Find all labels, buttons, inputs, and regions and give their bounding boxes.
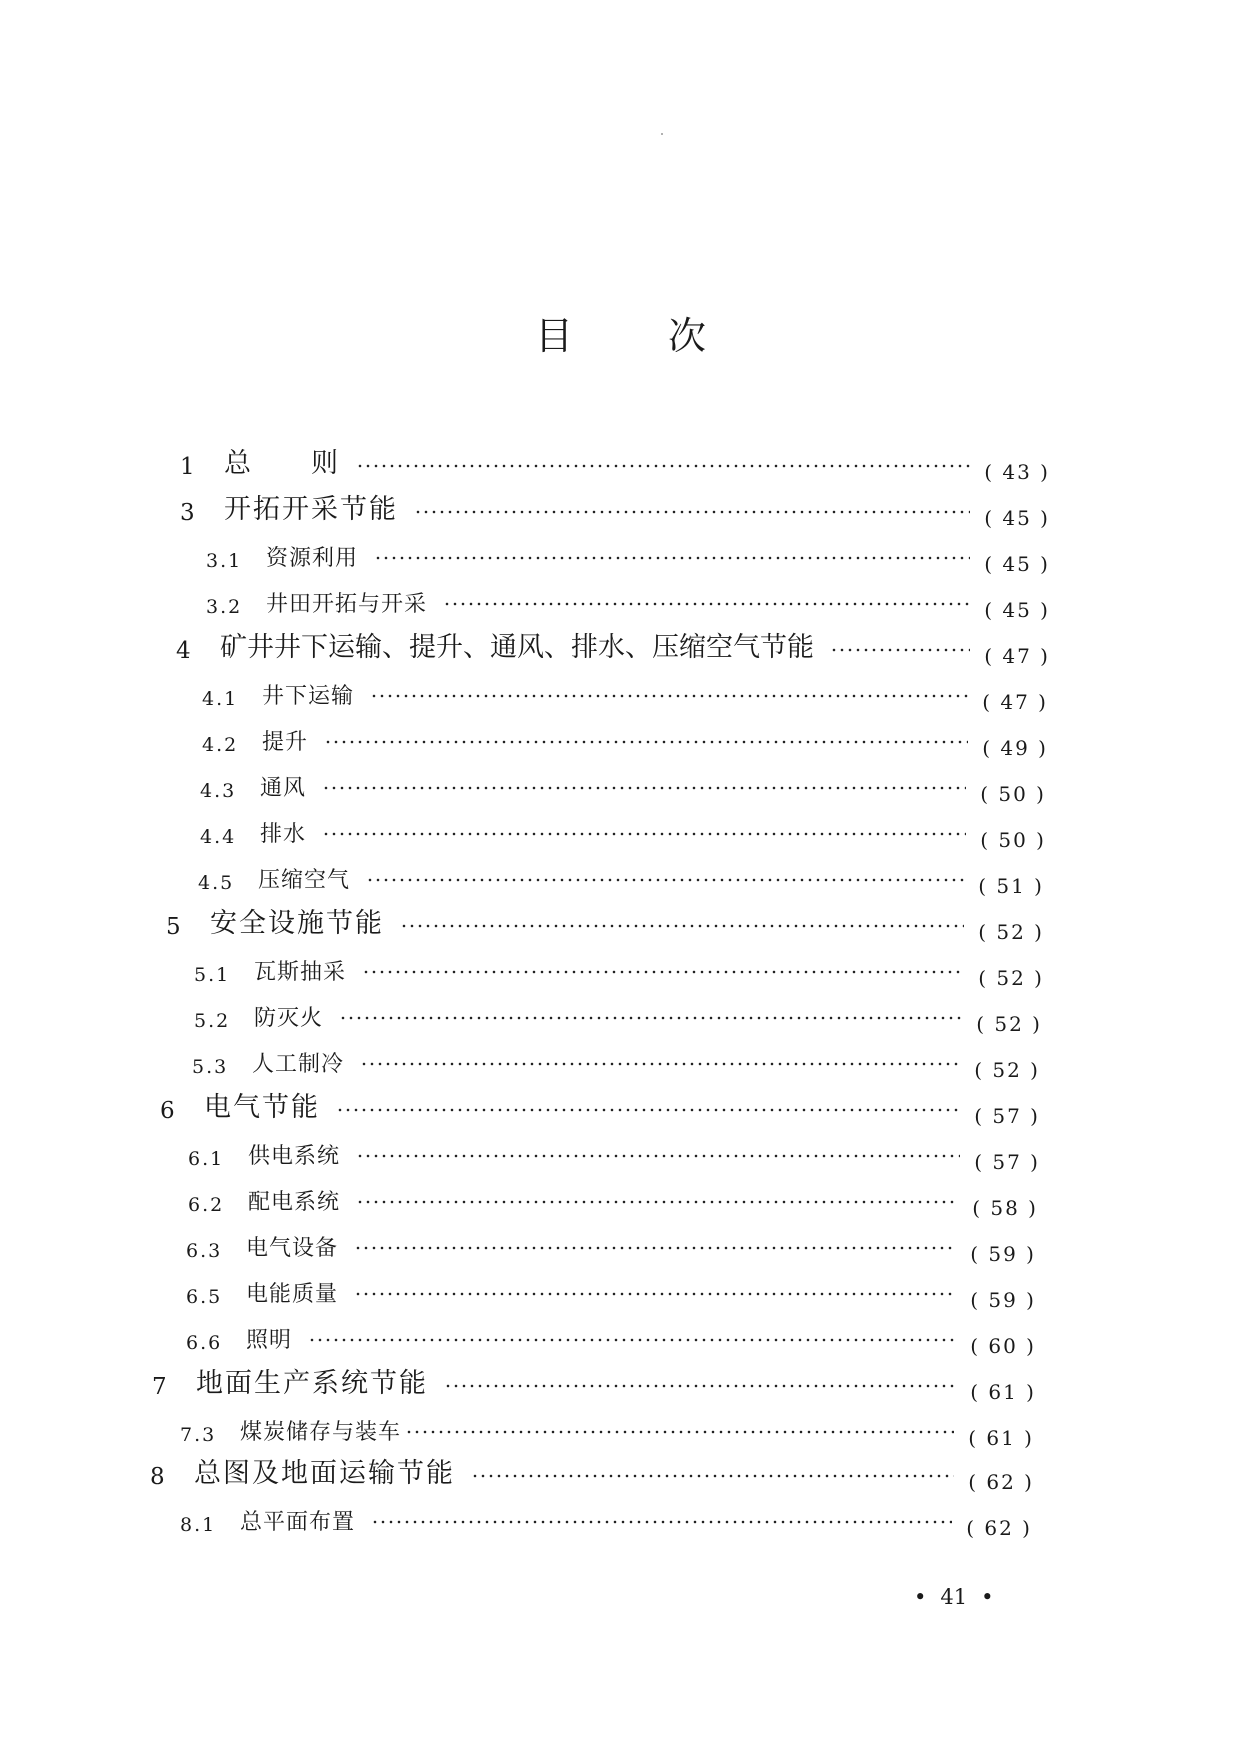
- toc-number: 3.1: [206, 550, 243, 572]
- bullet-dot-icon: •: [914, 1585, 927, 1609]
- toc-entry[interactable]: [186, 1222, 1036, 1266]
- toc-entry[interactable]: [200, 808, 1046, 852]
- toc-title: 照明: [246, 1328, 293, 1353]
- toc-title: 配电系统: [248, 1190, 341, 1215]
- dot-leader: [400, 924, 964, 928]
- toc-title: 压缩空气: [258, 868, 351, 893]
- toc-number: 4.2: [202, 734, 239, 756]
- toc-number: 6: [160, 1098, 175, 1124]
- toc-entry[interactable]: [160, 1084, 1040, 1128]
- toc-title: 总 则: [224, 448, 340, 479]
- toc-number: 4.3: [200, 780, 237, 802]
- dot-leader: [366, 878, 964, 882]
- toc-number: 6.1: [188, 1148, 225, 1170]
- bullet-dot-icon: •: [981, 1585, 994, 1609]
- toc-page: ( 57 ): [974, 1150, 1040, 1174]
- toc-entry[interactable]: [202, 716, 1048, 760]
- dot-leader: [371, 1520, 952, 1524]
- toc-page: ( 59 ): [970, 1242, 1036, 1266]
- dot-leader: [356, 464, 970, 468]
- dot-leader: [322, 832, 966, 836]
- toc-number: 8: [150, 1464, 165, 1490]
- toc-title: 人工制冷: [252, 1052, 345, 1077]
- toc-page: ( 45 ): [984, 506, 1050, 530]
- toc-entry[interactable]: [180, 1406, 1034, 1450]
- dot-leader: [308, 1338, 956, 1342]
- dot-leader: [354, 1292, 956, 1296]
- dot-leader: [414, 510, 970, 514]
- toc-page: ( 61 ): [968, 1426, 1034, 1450]
- toc-title: 矿井井下运输、提升、通风、排水、压缩空气节能: [220, 632, 814, 663]
- toc-entry[interactable]: [194, 946, 1044, 990]
- dot-leader: [324, 740, 968, 744]
- toc-entry[interactable]: [206, 532, 1050, 576]
- toc-page: ( 52 ): [978, 920, 1044, 944]
- toc-entry[interactable]: [192, 1038, 1040, 1082]
- page-number: 41: [940, 1585, 968, 1609]
- toc-number: 4.5: [198, 872, 235, 894]
- dot-leader: [370, 694, 968, 698]
- dot-leader: [362, 970, 964, 974]
- toc-entry[interactable]: [152, 1360, 1036, 1404]
- toc-page: ( 62 ): [968, 1470, 1034, 1494]
- toc-title: 电气节能: [204, 1092, 320, 1123]
- toc-title: 安全设施节能: [210, 908, 384, 939]
- toc-title: 总平面布置: [240, 1510, 356, 1535]
- toc-number: 7.3: [180, 1424, 217, 1446]
- toc-title: 电能质量: [246, 1282, 339, 1307]
- dot-leader: [360, 1062, 960, 1066]
- toc-page: ( 52 ): [976, 1012, 1042, 1036]
- page-footer: [900, 1585, 1008, 1609]
- toc-entry[interactable]: [166, 900, 1044, 944]
- toc-title: 资源利用: [266, 546, 359, 571]
- toc-page: ( 62 ): [966, 1516, 1032, 1540]
- title-char-1: 目: [534, 314, 573, 358]
- toc-entry[interactable]: [180, 486, 1050, 530]
- toc-page: ( 50 ): [980, 828, 1046, 852]
- toc-entry[interactable]: [180, 1496, 1032, 1540]
- toc-page: ( 52 ): [978, 966, 1044, 990]
- title-char-2: 次: [668, 314, 707, 358]
- toc-entry[interactable]: [194, 992, 1042, 1036]
- toc-entry[interactable]: [176, 624, 1050, 668]
- toc-page: ( 45 ): [984, 552, 1050, 576]
- toc-page: ( 47 ): [982, 690, 1048, 714]
- toc-page: ( 58 ): [972, 1196, 1038, 1220]
- toc-page: ( 51 ): [978, 874, 1044, 898]
- toc-title: 通风: [260, 776, 307, 801]
- dot-leader: [830, 648, 970, 652]
- toc-entry[interactable]: [150, 1450, 1034, 1494]
- toc-number: 3.2: [206, 596, 243, 618]
- toc-number: 6.3: [186, 1240, 223, 1262]
- toc-page: ( 52 ): [974, 1058, 1040, 1082]
- toc-title: 井田开拓与开采: [266, 592, 428, 617]
- toc-entry[interactable]: [180, 440, 1050, 484]
- toc-entry[interactable]: [206, 578, 1050, 622]
- toc-page: ( 59 ): [970, 1288, 1036, 1312]
- toc-page: ( 43 ): [984, 460, 1050, 484]
- dot-leader: [471, 1474, 954, 1478]
- toc-page: ( 50 ): [980, 782, 1046, 806]
- toc-title: 开拓开采节能: [224, 494, 398, 525]
- toc-title: 电气设备: [246, 1236, 339, 1261]
- dot-leader: [339, 1016, 962, 1020]
- dot-leader: [443, 602, 970, 606]
- toc-entry[interactable]: [186, 1268, 1036, 1312]
- toc-page: ( 60 ): [970, 1334, 1036, 1358]
- toc-page: ( 57 ): [974, 1104, 1040, 1128]
- toc-page: ( 47 ): [984, 644, 1050, 668]
- toc-number: 5: [166, 914, 181, 940]
- toc-number: 6.5: [186, 1286, 223, 1308]
- dot-leader: [356, 1200, 958, 1204]
- toc-number: 4.4: [200, 826, 237, 848]
- toc-title: 地面生产系统节能: [196, 1368, 428, 1399]
- toc-number: 4: [176, 638, 191, 664]
- dot-leader: [405, 1430, 954, 1434]
- dot-leader: [322, 786, 966, 790]
- toc-title: 总图及地面运输节能: [194, 1458, 455, 1489]
- toc-number: 8.1: [180, 1514, 217, 1536]
- toc-number: 5.1: [194, 964, 231, 986]
- toc-title: 供电系统: [248, 1144, 341, 1169]
- toc-entry[interactable]: [200, 762, 1046, 806]
- toc-title: 井下运输: [262, 684, 355, 709]
- dot-leader: [444, 1384, 956, 1388]
- toc-entry[interactable]: [188, 1130, 1040, 1174]
- toc-title: 防灭火: [254, 1006, 324, 1031]
- toc-number: 5.2: [194, 1010, 231, 1032]
- dot-leader: [354, 1246, 956, 1250]
- toc-entry[interactable]: [186, 1314, 1036, 1358]
- toc-number: 5.3: [192, 1056, 229, 1078]
- toc-entry[interactable]: [198, 854, 1044, 898]
- toc-number: 4.1: [202, 688, 239, 710]
- toc-number: 6.2: [188, 1194, 225, 1216]
- toc-title: 排水: [260, 822, 307, 847]
- toc-number: 7: [152, 1374, 167, 1400]
- toc-title: 提升: [262, 730, 309, 755]
- toc-entry[interactable]: [202, 670, 1048, 714]
- dot-leader: [336, 1108, 960, 1112]
- dot-leader: [374, 556, 970, 560]
- dot-leader: [356, 1154, 960, 1158]
- toc-number: 6.6: [186, 1332, 223, 1354]
- toc-number: 3: [180, 500, 195, 526]
- toc-page: ( 45 ): [984, 598, 1050, 622]
- toc-page: ( 49 ): [982, 736, 1048, 760]
- toc-title: 煤炭储存与装车: [240, 1420, 402, 1445]
- toc-title: 瓦斯抽采: [254, 960, 347, 985]
- toc-number: 1: [180, 454, 195, 480]
- toc-page: ( 61 ): [970, 1380, 1036, 1404]
- toc-entry[interactable]: [188, 1176, 1038, 1220]
